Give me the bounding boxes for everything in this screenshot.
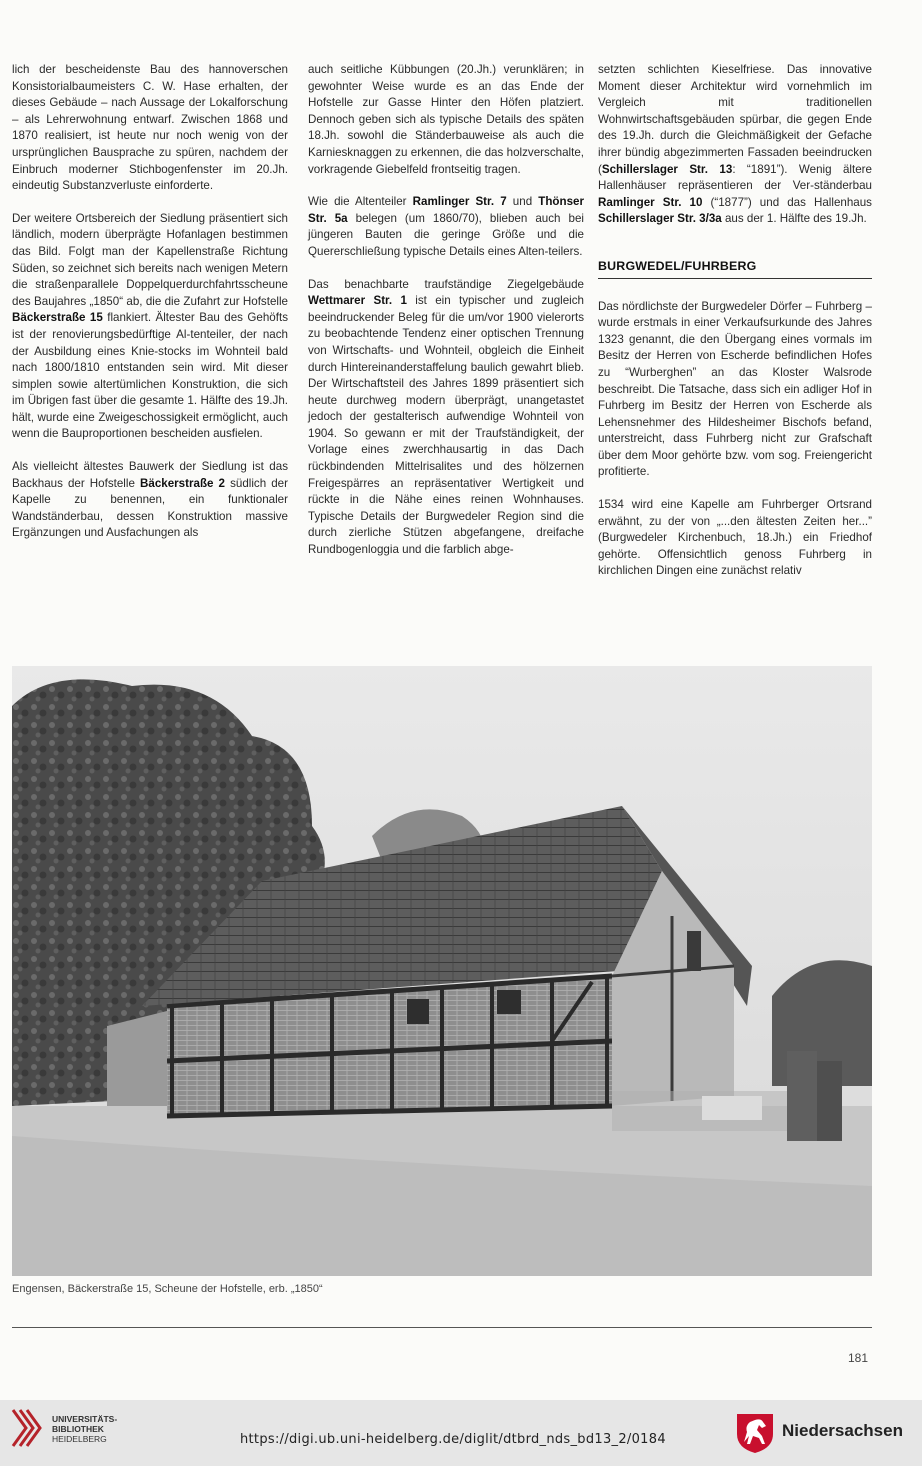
barn-photograph — [12, 666, 872, 1276]
paragraph: auch seitliche Kübbungen (20.Jh.) verunklären; in gewohnter Weise wurde es an das Ende der Hofstelle zur Gasse Hinter den Höfen platziert. Dennoch geben sich als typische Details des späten 18.Jh. sowohl die Ständerbauweise als auch die Karniesknaggen zu erkennen, die das holzverschalte, vorkragende Giebelfeld frontseitig tragen. — [308, 63, 584, 176]
viewer-footer — [0, 1400, 922, 1466]
paragraph: lich der bescheidenste Bau des hannoverschen Konsistorialbaumeisters C. W. Hase erhalten, der dieses Gebäude – nach Aussage der Lokalforschung – als Lehrerwohnung entwarf. Zwischen 1868 und 1870 realisiert, ist heute nur noch wenig von der ursprünglichen Bausprache zu spüren, nachdem der Einbruch moderner Stichbogenfenster im 20.Jh. eindeutig Substanzverluste einforderte. — [12, 63, 288, 193]
address-reference: Schillerslager Str. 13 — [601, 162, 733, 176]
page-number: 181 — [847, 1351, 868, 1365]
address-reference: Schillerslager Str. 3/3a — [598, 212, 722, 226]
footer-rule — [12, 1327, 872, 1328]
paragraph: 1534 wird eine Kapelle am Fuhrberger Ortsrand erwähnt, zu der von „...den ältesten Zeiten her...” (Burgwedeler Kirchenbuch, 18.Jh.) ein Friedhof gehörte. Offensichtlich genoss Fuhrberg in kirchlichen Dingen eine zunächst relativ — [598, 498, 872, 578]
state-name: Niedersachsen — [782, 1421, 903, 1440]
university-library-logo[interactable] — [10, 1408, 160, 1458]
barn-illustration — [12, 666, 872, 1276]
paragraph: Als vielleicht ältestes Bauwerk der Siedlung ist das Backhaus der Hofstelle Bäckerstraße 2 südlich der Kapelle zu benennen, ein funktionaler Wandständerbau, dessen Konstruktion massive Ergänzungen und Ausfachungen als — [12, 460, 288, 540]
address-reference: Ramlinger Str. 10 — [598, 195, 703, 209]
address-reference: Bäckerstraße 2 — [140, 476, 225, 490]
paragraph: Das benachbarte traufständige Ziegelgebäude Wettmarer Str. 1 ist ein typischer und zugleich beeindruckender Beleg für die um/vor 1900 vielerorts zu beobachtende Tendenz einer optischen Trennung von Wirtschafts- und Wohnteil, obgleich die Einheit durch Hintereinanderstaffelung baulich gewahrt blieb. Der Wirtschaftsteil des Jahres 1899 präsentiert sich heute durchweg modern überprägt, unangetastet jedoch der gestalterisch aufwendige Wohnteil von 1904. So gewann er mit der Traufständigkeit, der Vorlage eines zwerchhausartig in das Dach rückbindenden Mittelrisalites und des hölzernen Freigespärres an repräsentativer Wertigkeit und rückte in die Nähe eines reinen Wohnhauses. Typische Details der Burgwedeler Region sind die durch zierliche Stützen abgefangene, dreifache Rundbogenloggia und die farblich abge- — [308, 277, 584, 557]
paragraph: Das nördlichste der Burgwedeler Dörfer – Fuhrberg – wurde erstmals in einer Verkaufsurkunde des Jahres 1323 genannt, die den Übergang eines vormals im Besitz der Herren von Escherde befindlichen Hofes zu “Wurberghen” an das Kloster Walsrode beschreibt. Die Tatsache, dass sich ein adliger Hof in Fuhrberg im Besitz der Herren von Escherde als Lehensnehmer des Hildesheimer Bischofs befand, unterstreicht, dass Fuhrberg nicht zur Grafschaft über dem Moor gehörte bzw. vom sog. Freiengericht profitierte. — [598, 299, 872, 479]
address-reference: Thönser Str. 5a — [308, 195, 584, 225]
section-heading: BURGWEDEL/FUHRBERG — [598, 258, 872, 279]
niedersachsen-horse-crest-icon — [735, 1412, 775, 1454]
address-reference: Bäckerstraße 15 — [12, 311, 103, 325]
text-column-2 — [308, 62, 584, 575]
paragraph: Wie die Altenteiler Ramlinger Str. 7 und Thönser Str. 5a belegen (um 1860/70), blieben auch bei jüngeren Bauten die geringe Größe und die Quererschließung typische Details eines Alten-teilers. — [308, 195, 584, 258]
permalink-url[interactable]: https://digi.ub.uni-heidelberg.de/diglit/dtbrd_nds_bd13_2/0184 — [240, 1432, 666, 1447]
library-name: UNIVERSITÄTS- BIBLIOTHEK HEIDELBERG — [52, 1414, 118, 1444]
paragraph: Der weitere Ortsbereich der Siedlung präsentiert sich ländlich, modern überprägte Hofanlagen bestimmen das Bild. Folgt man der Kapellenstraße Richtung Süden, so zeichnet sich bereits nach wenigen Metern die straßenparallele Doppelquerdurchfahrtsscheune des Baujahres „1850“ ab, die die Zufahrt zur Hofstelle Bäckerstraße 15 flankiert. Ältester Bau des Gehöfts ist der renovierungsbedürftige Al-tenteiler, der nach der Ausbildung eines Knie-stocks im Wohnteil bald nach 1800/1810 entstanden sein wird. Mit dieser simplen sowie altertümlichen Konstruktion, die sich im Übrigen fast über die gesamte 1. Hälfte des 19.Jh. hält, wurde eine Zweigeschossigkeit ermöglicht, auch wenn die Bauproportionen bescheiden ausfielen. — [12, 211, 288, 441]
paragraph: setzten schlichten Kieselfriese. Das innovative Moment dieser Architektur wird vornehmlich im Vergleich mit traditionellen Wohnwirtschaftsgebäuden spürbar, die gegen Ende des 19.Jh. durch die Gleichmäßigkeit der Gefache ihrer bündig abgezimmerten Fassaden beeindrucken (Schillerslager Str. 13: “1891”). Wenig ältere Hallenhäuser repräsentieren der Ver-ständerbau Ramlinger Str. 10 (“1877”) und das Hallenhaus Schillerslager Str. 3/3a aus der 1. Hälfte des 19.Jh. — [598, 63, 872, 226]
address-reference: Ramlinger Str. 7 — [412, 195, 507, 209]
library-icon — [10, 1408, 42, 1448]
figure-caption: Engensen, Bäckerstraße 15, Scheune der Hofstelle, erb. „1850“ — [12, 1283, 323, 1295]
address-reference: Wettmarer Str. 1 — [308, 294, 407, 308]
text-column-3 — [598, 62, 872, 596]
text-column-1 — [12, 62, 288, 558]
